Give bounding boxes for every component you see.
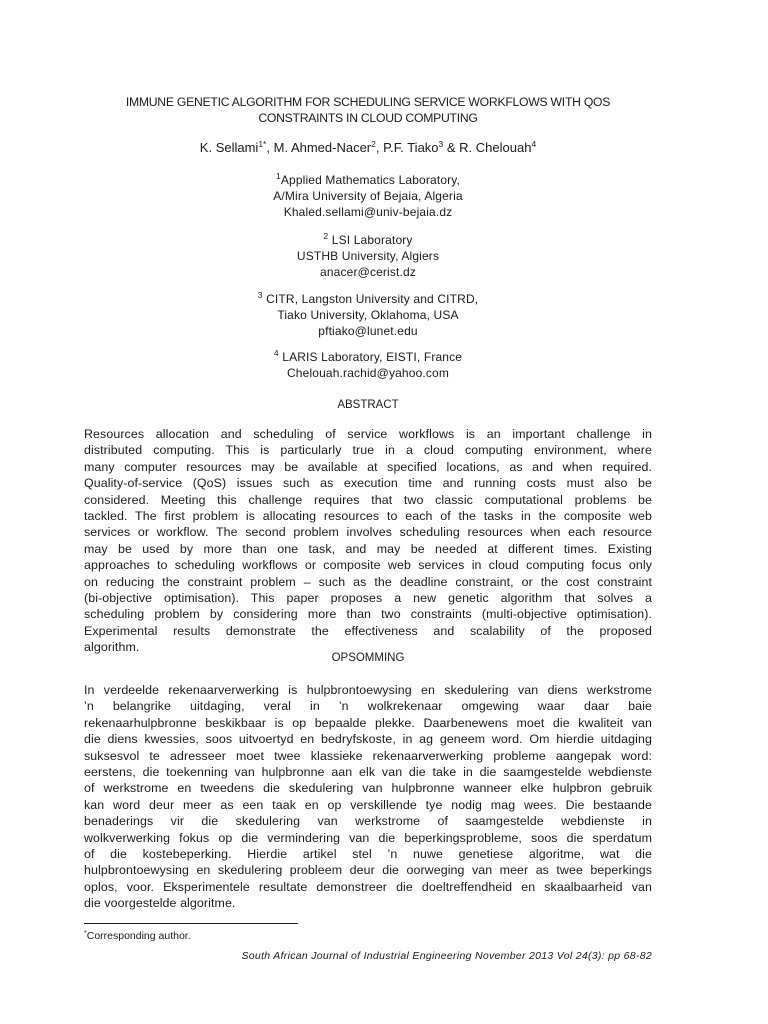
text-line: wolkverwerking fokus op die vermindering van die beperkingsprobleme, soos die sperdatum [84, 830, 652, 845]
affiliation-line: A/Mira University of Bejaia, Algeria [273, 189, 463, 203]
opsomming-heading: OPSOMMING [331, 652, 405, 664]
author-list [84, 139, 652, 157]
author-name: P.F. Tiako [383, 140, 439, 155]
text-line: distributed computing. This is particularly true in a cloud computing environment, where [84, 443, 652, 458]
author-name: M. Ahmed-Nacer [273, 140, 372, 155]
title-line: IMMUNE GENETIC ALGORITHM FOR SCHEDULING SERVICE WORKFLOWS WITH QOS [125, 95, 611, 109]
text-line: ’n belangrike uitdaging, veral in ’n wolkrekenaar omgewing waar daar baie [84, 699, 652, 714]
text-line: eerstens, die toekenning van hulpbronne aan elk van die take in die saamgestelde webdienste [84, 764, 652, 779]
text-line: Quality-of-service (QoS) issues such as execution time and running costs must also be [84, 476, 652, 491]
text-line: approaches to scheduling workflows or composite web services in cloud computing focus only [84, 558, 652, 573]
affiliation-mark: 3 [257, 290, 263, 300]
text-line: rekenaarhulpbronne beskikbaar is op bepaalde plekke. Daarbenewens moet die kwaliteit van [84, 715, 652, 730]
text-line: on reducing the constraint problem – such as the deadline constraint, or the cost constraint [84, 574, 652, 589]
affiliation-line: LARIS Laboratory, EISTI, France [282, 350, 463, 364]
affiliation-1 [84, 172, 652, 220]
text-line: of die kostebeperking. Hierdie artikel stel ’n nuwe genetiese algoritme, wat die [84, 846, 652, 861]
author-separator: , [375, 140, 384, 155]
text-line: oplos, voor. Eksperimentele resultate demonstreer die doeltreffendheid en skaalbaarheid van [84, 879, 652, 894]
footnote-mark: * [84, 930, 87, 937]
text-line: many computer resources may be available at specified locations, as and when required. [84, 459, 652, 474]
text-line: (bi-objective optimisation). This paper proposes a new genetic algorithm that solves a [84, 590, 652, 605]
affiliation-mark: 2 [323, 231, 329, 241]
text-line: die diens kwessies, soos uitvoertyd en bedryfskoste, in ag geneem word. Om hierdie uitdaging [84, 732, 652, 747]
paper-title [84, 94, 652, 126]
author-separator: , [266, 140, 274, 155]
author-affil-mark: 1* [258, 139, 267, 149]
text-line: suksesvol te adresseer moet twee klassieke rekenaarverwerking probleme aangepak word: [84, 748, 652, 763]
affiliation-line: Tiako University, Oklahoma, USA [277, 308, 459, 322]
text-line: may be used by more than one task, and may be needed at different times. Existing [84, 541, 652, 556]
affiliation-mark: 1 [275, 171, 281, 181]
text-line: In verdeelde rekenaarverwerking is hulpbrontoewysing en skedulering van diens werkstrome [84, 683, 652, 697]
text-line: of werkstrome en tweedens die skedulering van hulpbronne wanneer elke hulpbron gebruik [84, 781, 652, 796]
text-line: scheduling problem by considering more than two constraints (multi-objective optimisation). [84, 607, 652, 622]
footnote-divider [84, 923, 298, 924]
affiliation-email: Chelouah.rachid@yahoo.com [286, 366, 450, 380]
journal-citation: South African Journal of Industrial Engineering November 2013 Vol 24(3): pp 68-82 [241, 950, 652, 962]
text-line: hulpbrontoewysing en skedulering probleem deur die oorweging van meer as twee beperkings [84, 863, 652, 878]
text-line: algorithm. [84, 640, 140, 655]
author-affil-mark: 4 [531, 139, 537, 149]
opsomming-body [84, 682, 652, 911]
author-name: R. Chelouah [459, 140, 532, 155]
author-name: K. Sellami [199, 140, 259, 155]
affiliation-line: USTHB University, Algiers [296, 249, 440, 263]
affiliation-4 [84, 349, 652, 381]
affiliation-line: CITR, Langston University and CITRD, [266, 292, 479, 306]
affiliation-line: Applied Mathematics Laboratory, [280, 173, 461, 187]
affiliation-line: LSI Laboratory [331, 233, 413, 247]
author-affil-mark: 3 [438, 139, 444, 149]
affiliation-email: pftiako@lunet.edu [318, 324, 418, 338]
text-line: Experimental results demonstrate the effectiveness and scalability of the proposed [84, 623, 652, 638]
abstract-heading: ABSTRACT [337, 399, 399, 411]
affiliation-mark: 4 [273, 348, 279, 358]
text-line: tackled. The first problem is allocating resources to each of the tasks in the composite web [84, 508, 652, 523]
footnote-text: Corresponding author. [86, 930, 191, 942]
text-line: services or workflow. The second problem involves scheduling resources when each resource [84, 525, 652, 540]
affiliation-email: Khaled.sellami@univ-bejaia.dz [283, 205, 453, 219]
text-line: benaderings vir die skedulering van werkstrome of saamgestelde webdienste in [84, 814, 652, 829]
text-line: Resources allocation and scheduling of service workflows is an important challenge in [84, 427, 652, 441]
text-line: considered. Meeting this challenge requires that two classic computational problems be [84, 492, 652, 507]
affiliation-3 [84, 291, 652, 339]
affiliation-email: anacer@cerist.dz [320, 265, 416, 279]
text-line: kan word deur meer as een taak en op verskillende tye nodig mag wees. Die bestaande [84, 797, 652, 812]
text-line: die voorgestelde algoritme. [84, 896, 236, 911]
affiliation-2 [84, 232, 652, 280]
footnote [84, 929, 191, 943]
abstract-body [84, 426, 652, 655]
title-line: CONSTRAINTS IN CLOUD COMPUTING [258, 111, 478, 125]
author-separator: & [443, 140, 460, 155]
author-affil-mark: 2 [371, 139, 376, 149]
